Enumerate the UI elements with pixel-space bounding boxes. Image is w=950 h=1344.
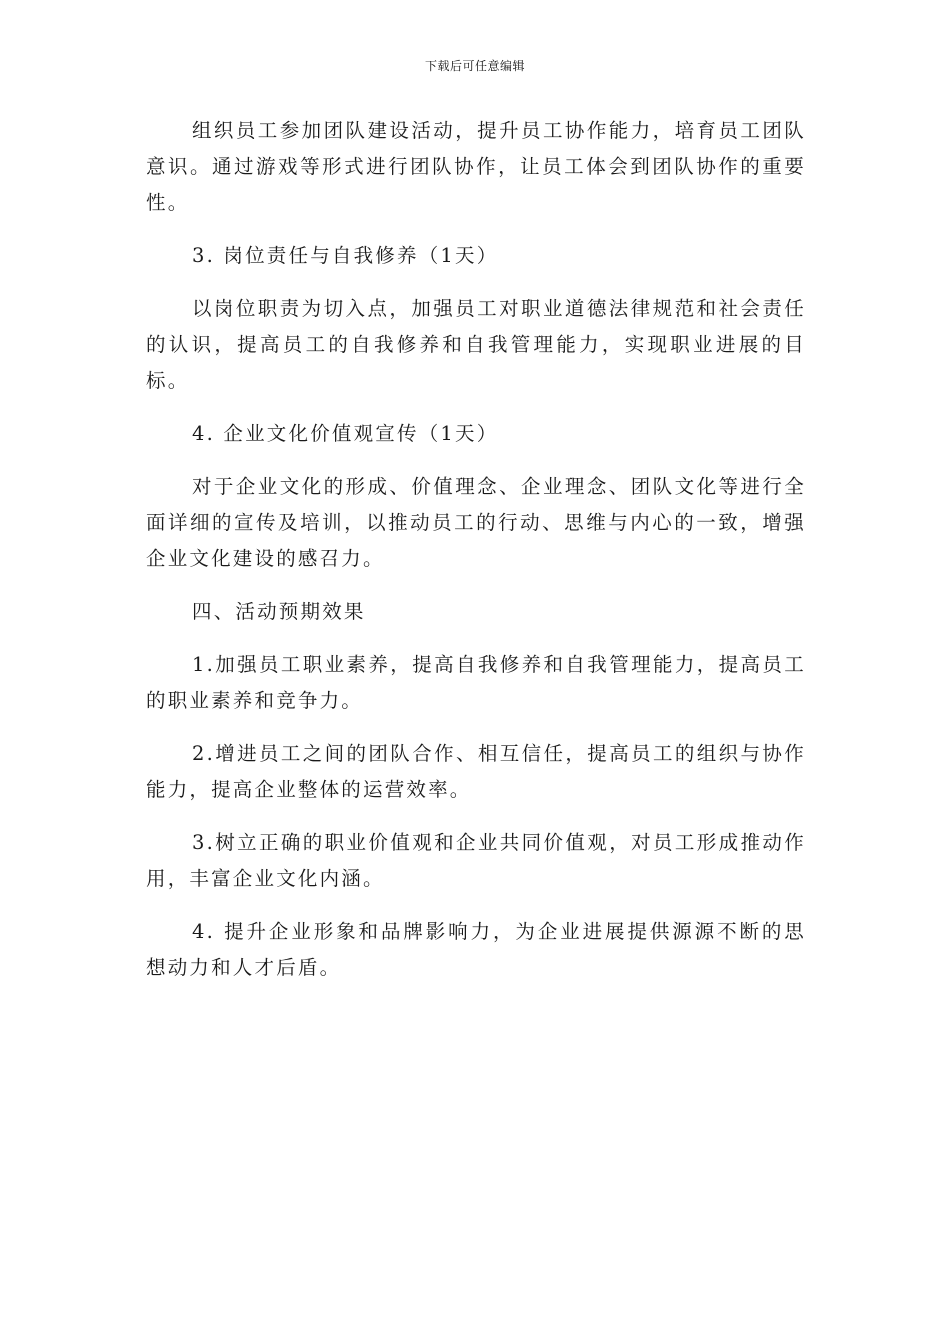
effect-item-3: 3.树立正确的职业价值观和企业共同价值观，对员工形成推动作用，丰富企业文化内涵。 — [146, 831, 806, 890]
page-header: 下载后可任意编辑 — [424, 59, 525, 73]
effect-item-4: 4. 提升企业形象和品牌影响力，为企业进展提供源源不断的思想动力和人才后盾。 — [146, 920, 806, 979]
paragraph-item-4: 对于企业文化的形成、价值理念、企业理念、团队文化等进行全面详细的宣传及培训，以推动员工的行动、思维与内心的一致，增强企业文化建设的感召力。 — [146, 475, 806, 570]
effect-item-1: 1.加强员工职业素养，提高自我修养和自我管理能力，提高员工的职业素养和竞争力。 — [146, 653, 806, 712]
document-body — [146, 113, 806, 1003]
section-heading-expected-effects: 四、活动预期效果 — [192, 600, 366, 623]
paragraph-item-3: 以岗位职责为切入点，加强员工对职业道德法律规范和社会责任的认识，提高员工的自我修养和自我管理能力，实现职业进展的目标。 — [146, 297, 806, 392]
heading-item-3: 3. 岗位责任与自我修养（1天） — [192, 244, 499, 267]
effect-item-2: 2.增进员工之间的团队合作、相互信任，提高员工的组织与协作能力，提高企业整体的运营效率。 — [146, 742, 806, 801]
heading-item-4: 4. 企业文化价值观宣传（1天） — [192, 422, 499, 445]
paragraph-team-building: 组织员工参加团队建设活动，提升员工协作能力，培育员工团队意识。通过游戏等形式进行团队协作，让员工体会到团队协作的重要性。 — [146, 119, 806, 214]
